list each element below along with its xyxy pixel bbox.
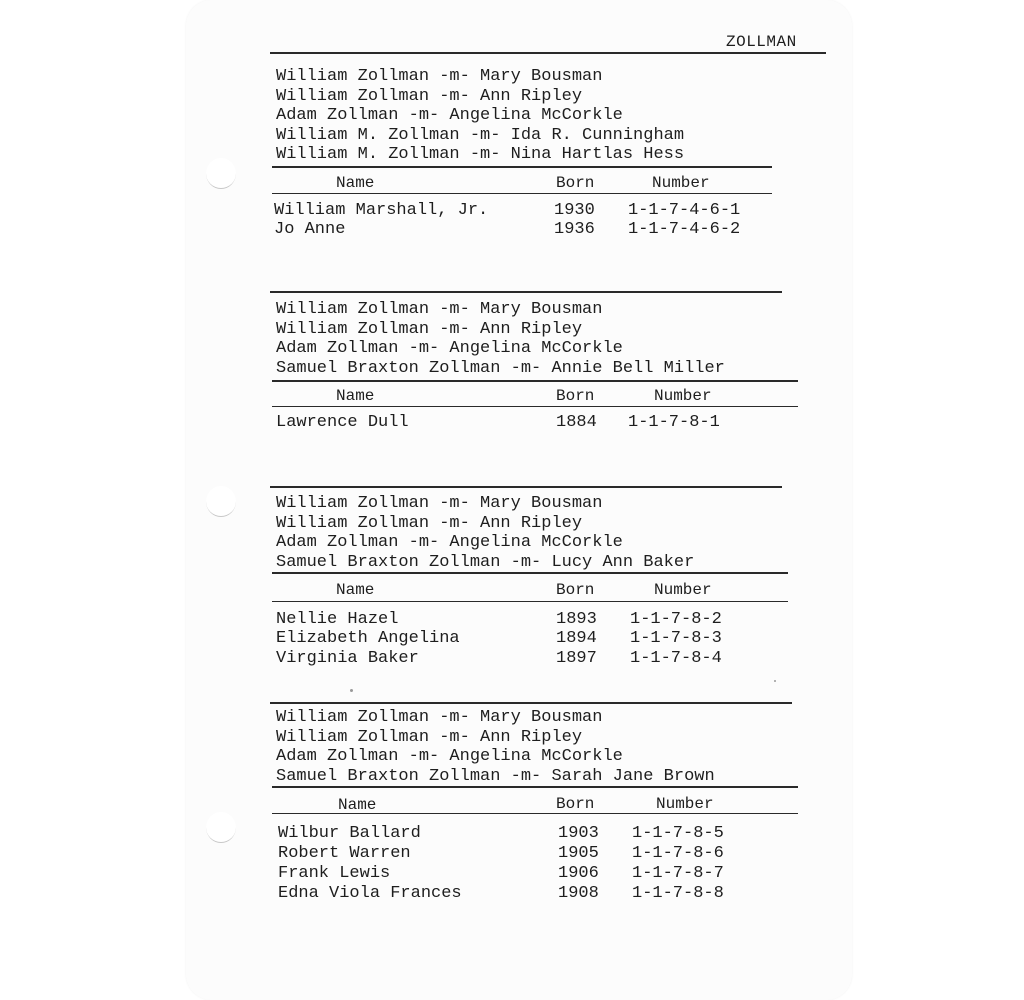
child-born: 1936 (554, 220, 595, 239)
child-name: Lawrence Dull (276, 413, 409, 432)
binder-hole (206, 812, 236, 843)
lineage-rule (272, 380, 798, 382)
paper-speck (774, 680, 776, 682)
lineage (276, 494, 694, 572)
column-header-number: Number (654, 581, 712, 599)
lineage-rule (272, 786, 798, 788)
child-born: 1897 (556, 649, 597, 668)
column-header-name: Name (336, 174, 375, 192)
child-name: Nellie Hazel (276, 610, 399, 629)
child-number: 1-1-7-8-8 (632, 884, 724, 903)
child-number: 1-1-7-4-6-2 (628, 220, 741, 239)
lineage-line: William Zollman -m- Mary Bousman (276, 708, 603, 727)
lineage-line: Adam Zollman -m- Angelina McCorkle (276, 747, 623, 766)
column-header-born: Born (556, 387, 595, 405)
child-name: Elizabeth Angelina (276, 629, 460, 648)
child-name: Jo Anne (274, 220, 346, 239)
column-header-number: Number (652, 174, 710, 192)
lineage-line: Adam Zollman -m- Angelina McCorkle (276, 339, 623, 358)
child-born: 1903 (558, 824, 599, 843)
column-header-born: Born (556, 581, 595, 599)
child-born: 1930 (554, 201, 595, 220)
lineage-line: William Zollman -m- Ann Ripley (276, 513, 583, 533)
lineage-rule (272, 166, 772, 168)
column-header-number: Number (654, 387, 712, 405)
section-rule (270, 486, 782, 488)
lineage-line: Samuel Braxton Zollman -m- Sarah Jane Brown (276, 766, 715, 786)
child-born: 1894 (556, 629, 597, 648)
child-number: 1-1-7-8-7 (632, 864, 724, 883)
lineage-line: William M. Zollman -m- Nina Hartlas Hess (276, 145, 685, 164)
lineage-line: William Zollman -m- Mary Bousman (276, 300, 603, 319)
binder-hole (206, 158, 236, 189)
lineage (276, 300, 725, 378)
child-born: 1905 (558, 844, 599, 863)
child-name: Wilbur Ballard (278, 824, 421, 843)
header-rule (272, 406, 798, 407)
lineage-line: Samuel Braxton Zollman -m- Annie Bell Miller (276, 358, 725, 378)
child-number: 1-1-7-8-5 (632, 824, 724, 843)
lineage-line: William Zollman -m- Ann Ripley (276, 319, 583, 339)
child-born: 1908 (558, 884, 599, 903)
child-name: Edna Viola Frances (278, 884, 462, 903)
child-name: Robert Warren (278, 844, 411, 863)
lineage-line: Samuel Braxton Zollman -m- Lucy Ann Baker (276, 552, 695, 572)
lineage-line: Adam Zollman -m- Angelina McCorkle (276, 533, 623, 552)
top-rule (270, 52, 826, 54)
lineage-rule (272, 572, 788, 574)
child-name: Virginia Baker (276, 649, 419, 668)
binder-hole (206, 486, 236, 517)
child-born: 1906 (558, 864, 599, 883)
header-rule (272, 813, 798, 814)
column-header-number: Number (656, 795, 714, 813)
child-number: 1-1-7-8-1 (628, 413, 720, 432)
child-number: 1-1-7-8-3 (630, 629, 722, 648)
child-born: 1893 (556, 610, 597, 629)
child-number: 1-1-7-4-6-1 (628, 201, 741, 220)
column-header-name: Name (338, 796, 377, 814)
section-rule (270, 702, 792, 704)
lineage-line: William Zollman -m- Ann Ripley (276, 86, 583, 106)
lineage-line: William Zollman -m- Mary Bousman (276, 494, 603, 513)
child-born: 1884 (556, 413, 597, 432)
child-number: 1-1-7-8-6 (632, 844, 724, 863)
header-rule (272, 601, 788, 602)
section-rule (270, 291, 782, 293)
lineage-line: William M. Zollman -m- Ida R. Cunningham (276, 125, 685, 145)
lineage-line: William Zollman -m- Ann Ripley (276, 727, 583, 747)
child-number: 1-1-7-8-2 (630, 610, 722, 629)
child-number: 1-1-7-8-4 (630, 649, 722, 668)
child-name: Frank Lewis (278, 864, 391, 883)
column-header-born: Born (556, 795, 595, 813)
column-header-name: Name (336, 387, 375, 405)
lineage-line: Adam Zollman -m- Angelina McCorkle (276, 106, 623, 125)
column-header-name: Name (336, 581, 375, 599)
surname-heading: ZOLLMAN (726, 33, 797, 51)
lineage (276, 708, 715, 786)
lineage (276, 67, 684, 165)
lineage-line: William Zollman -m- Mary Bousman (276, 67, 603, 86)
genealogy-card (186, 0, 852, 1000)
child-name: William Marshall, Jr. (274, 201, 489, 220)
paper-speck (350, 689, 353, 692)
header-rule (272, 193, 772, 194)
column-header-born: Born (556, 174, 595, 192)
